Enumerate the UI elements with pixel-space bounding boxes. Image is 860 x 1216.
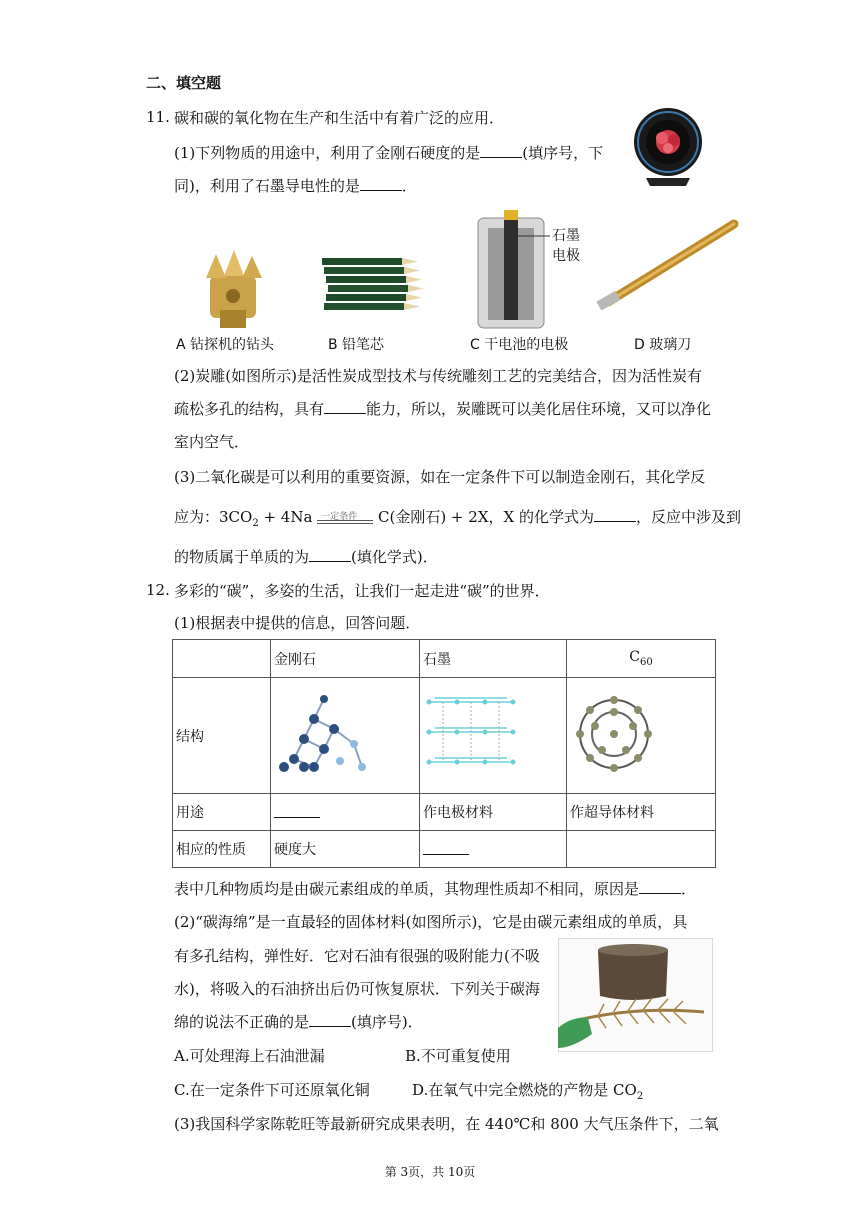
q12-option-c: C.在一定条件下可还原氧化铜 <box>174 1081 370 1099</box>
q11-p2-line2 <box>174 399 711 419</box>
table-cell-blank <box>420 831 567 868</box>
table-header: 石墨 <box>420 640 567 678</box>
image-caption-c: C 干电池的电极 <box>470 337 569 353</box>
drill-bit-image <box>196 250 270 330</box>
q11-p1-text-d: ． <box>401 177 417 195</box>
q11-p3-line2 <box>174 507 741 534</box>
q12-after-table <box>174 879 696 899</box>
graphite-structure-cell <box>420 678 567 794</box>
subscript: 2 <box>252 518 259 529</box>
carbon-carving-image <box>632 104 704 188</box>
q12-after-table-end: ． <box>681 880 697 898</box>
c60-symbol: C <box>629 649 640 666</box>
q12-p2-line2: 有多孔结构，弹性好．它对石油有很强的吸附能力(不吸 <box>174 947 540 965</box>
q11-p1-text-b: (填序号，下 <box>522 144 604 162</box>
table-cell: 结构 <box>173 678 271 794</box>
image-caption-d: D 玻璃刀 <box>634 337 692 353</box>
question-11-number: 11. <box>146 108 170 126</box>
diamond-structure-cell <box>271 678 420 794</box>
table-row <box>173 678 716 794</box>
image-caption-b: B 铅笔芯 <box>328 337 385 353</box>
battery-label-2: 电极 <box>552 248 580 264</box>
table-row <box>173 794 716 831</box>
q12-p2-text-a: 绵的说法不正确的是 <box>174 1013 310 1031</box>
q11-p2-text-a: 疏松多孔的结构，具有 <box>174 400 325 418</box>
q11-p1-line2 <box>174 176 417 196</box>
image-caption-a: A 钻探机的钻头 <box>176 337 275 353</box>
answer-blank[interactable] <box>309 547 351 562</box>
q11-stem: 碳和碳的氧化物在生产和生活中有着广泛的应用． <box>174 109 505 127</box>
table-row <box>173 640 716 678</box>
q12-p2-line1: (2)“碳海绵”是一直最轻的固体材料(如图所示)，它是由碳元素组成的单质，具 <box>174 913 688 931</box>
q12-p3-line1: (3)我国科学家陈乾旺等最新研究成果表明，在 440℃和 800 大气压条件下，二氧 <box>174 1115 719 1133</box>
table-cell: 作电极材料 <box>420 794 567 831</box>
table-cell: 硬度大 <box>271 831 420 868</box>
q11-p2-line1: (2)炭雕(如图所示)是活性炭成型技术与传统雕刻工艺的完美结合，因为活性炭有 <box>174 367 702 385</box>
equation-part-c: C(金刚石) + 2X，X 的化学式为 <box>377 508 594 526</box>
c60-subscript: 60 <box>639 656 653 668</box>
reaction-condition-text: 一定条件 <box>321 512 358 522</box>
table-cell <box>173 640 271 678</box>
answer-blank[interactable] <box>309 1012 351 1027</box>
table-row <box>173 831 716 868</box>
q11-p3-line3 <box>174 547 438 567</box>
q12-stem: 多彩的“碳”，多姿的生活，让我们一起走进“碳”的世界． <box>174 582 550 600</box>
q12-p2-line3: 水)，将吸入的石油挤出后仍可恢复原状．下列关于碳海 <box>174 980 540 998</box>
answer-blank[interactable] <box>480 143 522 158</box>
equation-part-d: ，反应中涉及到 <box>635 508 741 526</box>
reaction-condition-arrow <box>317 509 373 527</box>
q11-p3-text-b: (填化学式)． <box>351 548 438 566</box>
q12-option-d-text: D.在氧气中完全燃烧的产物是 CO <box>412 1081 637 1099</box>
answer-blank[interactable] <box>423 840 469 855</box>
table-cell: 用途 <box>173 794 271 831</box>
q12-option-b: B.不可重复使用 <box>405 1047 511 1065</box>
q11-p2-line3: 室内空气． <box>174 433 250 451</box>
q11-p3-line1: (3)二氧化碳是可以利用的重要资源，如在一定条件下可以制造金刚石，其化学反 <box>174 468 706 486</box>
diamond-structure-image <box>274 689 374 779</box>
q11-p2-text-b: 能力，所以，炭雕既可以美化居住环境，又可以净化 <box>366 400 712 418</box>
q12-option-a: A.可处理海上石油泄漏 <box>174 1047 325 1065</box>
pencils-image <box>322 254 426 320</box>
q12-p2-line4 <box>174 1012 423 1032</box>
answer-blank[interactable] <box>594 507 636 522</box>
table-cell: 相应的性质 <box>173 831 271 868</box>
equation-part-a: 应为：3CO <box>174 508 253 526</box>
answer-blank[interactable] <box>274 803 320 818</box>
table-cell-empty <box>567 831 716 868</box>
answer-blank[interactable] <box>639 879 681 894</box>
subscript: 2 <box>636 1091 644 1102</box>
q11-p3-text-a: 的物质属于单质的为 <box>174 548 310 566</box>
battery-label-1: 石墨 <box>552 228 580 244</box>
carbon-sponge-image <box>558 938 713 1052</box>
table-header: 金刚石 <box>271 640 420 678</box>
q12-p1: (1)根据表中提供的信息，回答问题． <box>174 614 421 632</box>
question-12-number: 12. <box>146 581 170 599</box>
section-title: 二、填空题 <box>146 74 222 92</box>
glass-cutter-image <box>596 218 742 310</box>
graphite-structure-image <box>423 688 519 780</box>
table-cell-blank <box>271 794 420 831</box>
c60-structure-cell <box>567 678 716 794</box>
table-header-c60 <box>567 640 716 678</box>
q12-after-table-text: 表中几种物质均是由碳元素组成的单质，其物理性质却不相同，原因是 <box>174 880 640 898</box>
q12-option-d <box>412 1080 643 1107</box>
answer-blank[interactable] <box>360 176 402 191</box>
q12-p2-text-b: (填序号)． <box>351 1013 423 1031</box>
page-footer: 第 3页，共 10页 <box>384 1165 476 1179</box>
q11-p1-text-a: (1)下列物质的用途中，利用了金刚石硬度的是 <box>174 144 481 162</box>
c60-structure-image <box>570 688 666 780</box>
equation-part-b: + 4Na <box>258 508 313 526</box>
table-cell: 作超导体材料 <box>567 794 716 831</box>
carbon-table <box>172 639 716 868</box>
answer-blank[interactable] <box>324 399 366 414</box>
q11-p1-line1 <box>174 143 603 163</box>
q11-p1-text-c: 同)，利用了石墨导电性的是 <box>174 177 360 195</box>
